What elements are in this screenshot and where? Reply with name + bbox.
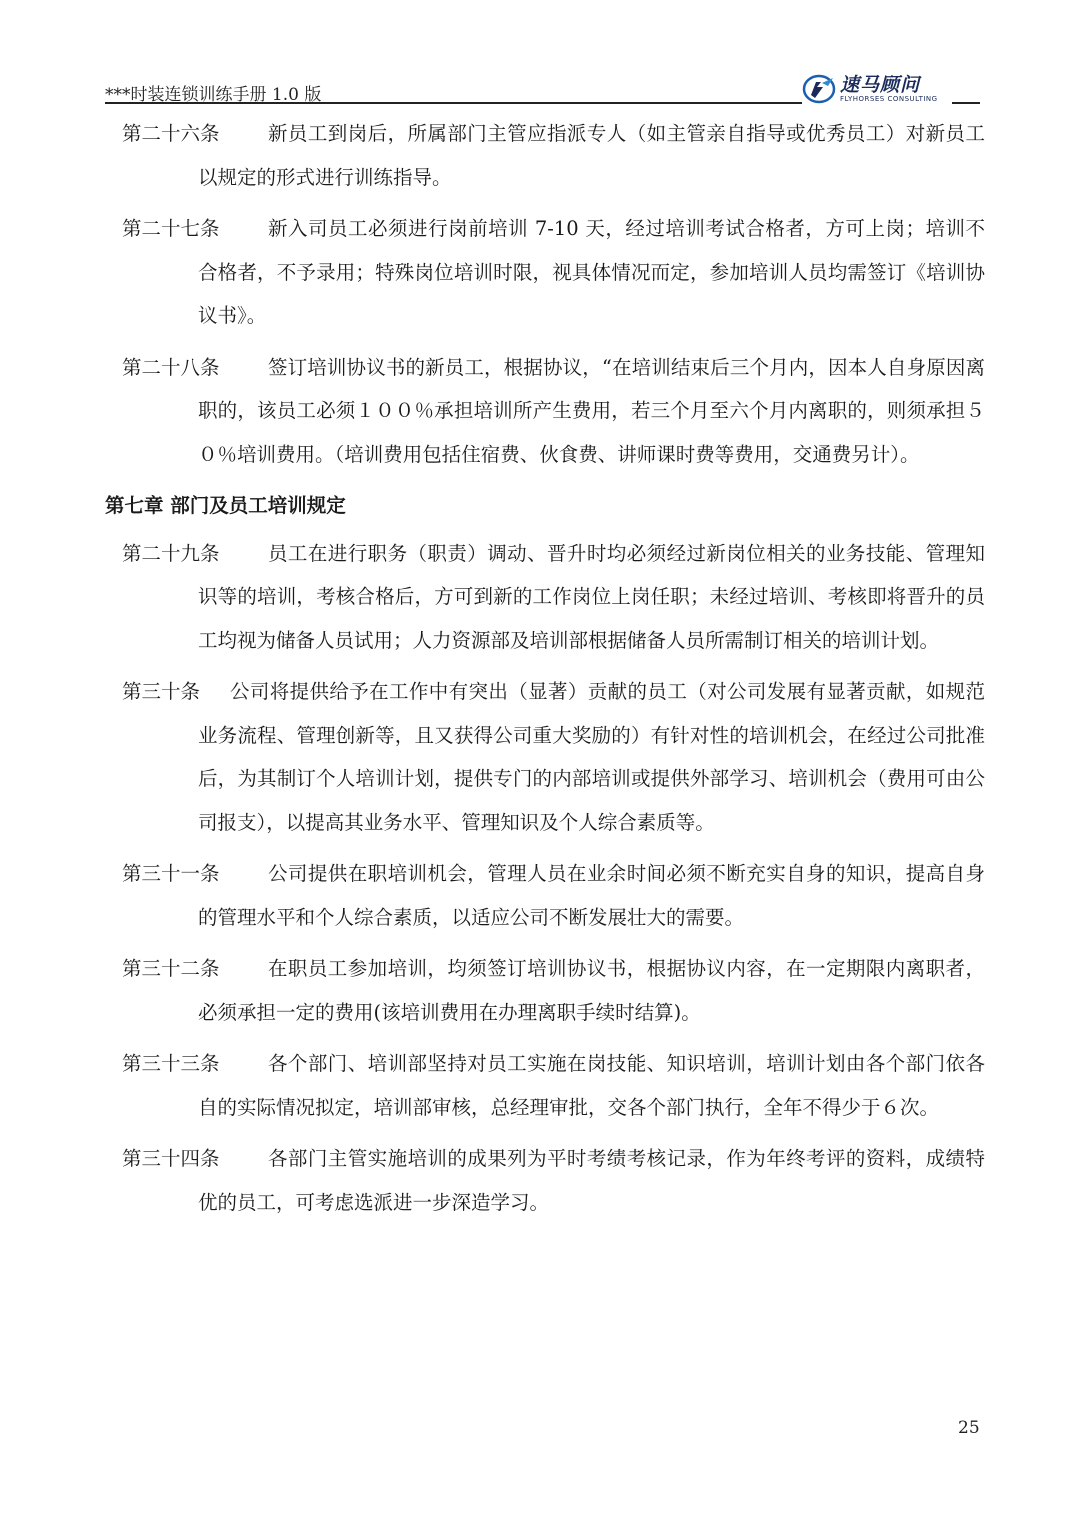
- article-30: [105, 670, 985, 844]
- article-26: [105, 112, 985, 199]
- article-label: 第二十七条: [122, 217, 220, 240]
- article-label: 第二十八条: [122, 355, 220, 379]
- article-label: 第三十四条: [122, 1147, 220, 1170]
- document-body: [105, 112, 985, 1232]
- article-text: 新员工到岗后，所属部门主管应指派专人（如主管亲自指导或优秀员工）对新员工以规定的形式进行训练指导。: [198, 122, 985, 189]
- article-text: 员工在进行职务（职责）调动、晋升时均必须经过新岗位相关的业务技能、管理知识等的培训，考核合格后，方可到新的工作岗位上岗任职；未经过培训、考核即将晋升的员工均视为储备人员试用；人力资源部及培训部根据储备人员所需制订相关的培训计划。: [198, 541, 985, 652]
- page-header: [105, 68, 980, 108]
- logo-english-name: FLYHORSES CONSULTING: [840, 94, 938, 103]
- article-text: 签订培训协议书的新员工，根据协议，“在培训结束后三个月内，因本人自身原因离职的，该员工必须１００％承担培训所产生费用，若三个月至六个月内离职的，则须承担５０％培训费用。（培训费用包括住宿费、伙食费、讲师课时费等费用，交通费另计）。: [198, 355, 985, 466]
- article-34: [105, 1137, 985, 1224]
- article-33: [105, 1042, 985, 1129]
- article-text: 在职员工参加培训，均须签订培训协议书，根据协议内容，在一定期限内离职者，必须承担一定的费用(该培训费用在办理离职手续时结算)。: [198, 957, 985, 1024]
- company-logo: [802, 72, 952, 106]
- article-label: 第三十二条: [122, 957, 220, 980]
- article-29: [105, 532, 985, 663]
- horse-logo-icon: [802, 73, 838, 105]
- page-number: 25: [958, 1418, 980, 1438]
- article-text: 各个部门、培训部坚持对员工实施在岗技能、知识培训，培训计划由各个部门依各自的实际情况拟定，培训部审核，总经理审批，交各个部门执行，全年不得少于６次。: [198, 1052, 985, 1119]
- article-text: 各部门主管实施培训的成果列为平时考绩考核记录，作为年终考评的资料，成绩特优的员工，可考虑选派进一步深造学习。: [198, 1147, 985, 1214]
- article-27: [105, 207, 985, 338]
- article-label: 第三十三条: [122, 1052, 220, 1075]
- article-text: 新入司员工必须进行岗前培训 7-10 天，经过培训考试合格者，方可上岗；培训不合格者，不予录用；特殊岗位培训时限，视具体情况而定，参加培训人员均需签订《培训协议书》。: [198, 217, 985, 327]
- article-text: 公司提供在职培训机会，管理人员在业余时间必须不断充实自身的知识，提高自身的管理水平和个人综合素质，以适应公司不断发展壮大的需要。: [198, 862, 985, 929]
- article-text: 公司将提供给予在工作中有突出（显著）贡献的员工（对公司发展有显著贡献，如规范业务流程、管理创新等，且又获得公司重大奖励的）有针对性的培训机会，在经过公司批准后，为其制订个人培训计划，提供专门的内部培训或提供外部学习、培训机会（费用可由公司报支），以提高其业务水平、管理知识及个人综合素质等。: [198, 680, 985, 834]
- header-title: ***时装连锁训练手册 1.0 版: [105, 85, 322, 105]
- logo-chinese-name: 速马顾问: [840, 73, 921, 96]
- article-28: [105, 346, 985, 477]
- article-31: [105, 852, 985, 939]
- article-label: 第三十条: [122, 680, 201, 703]
- article-32: [105, 947, 985, 1034]
- article-label: 第二十九条: [122, 541, 220, 565]
- article-label: 第三十一条: [122, 862, 220, 885]
- chapter-heading: 第七章 部门及员工培训规定: [105, 494, 346, 517]
- article-label: 第二十六条: [122, 122, 220, 145]
